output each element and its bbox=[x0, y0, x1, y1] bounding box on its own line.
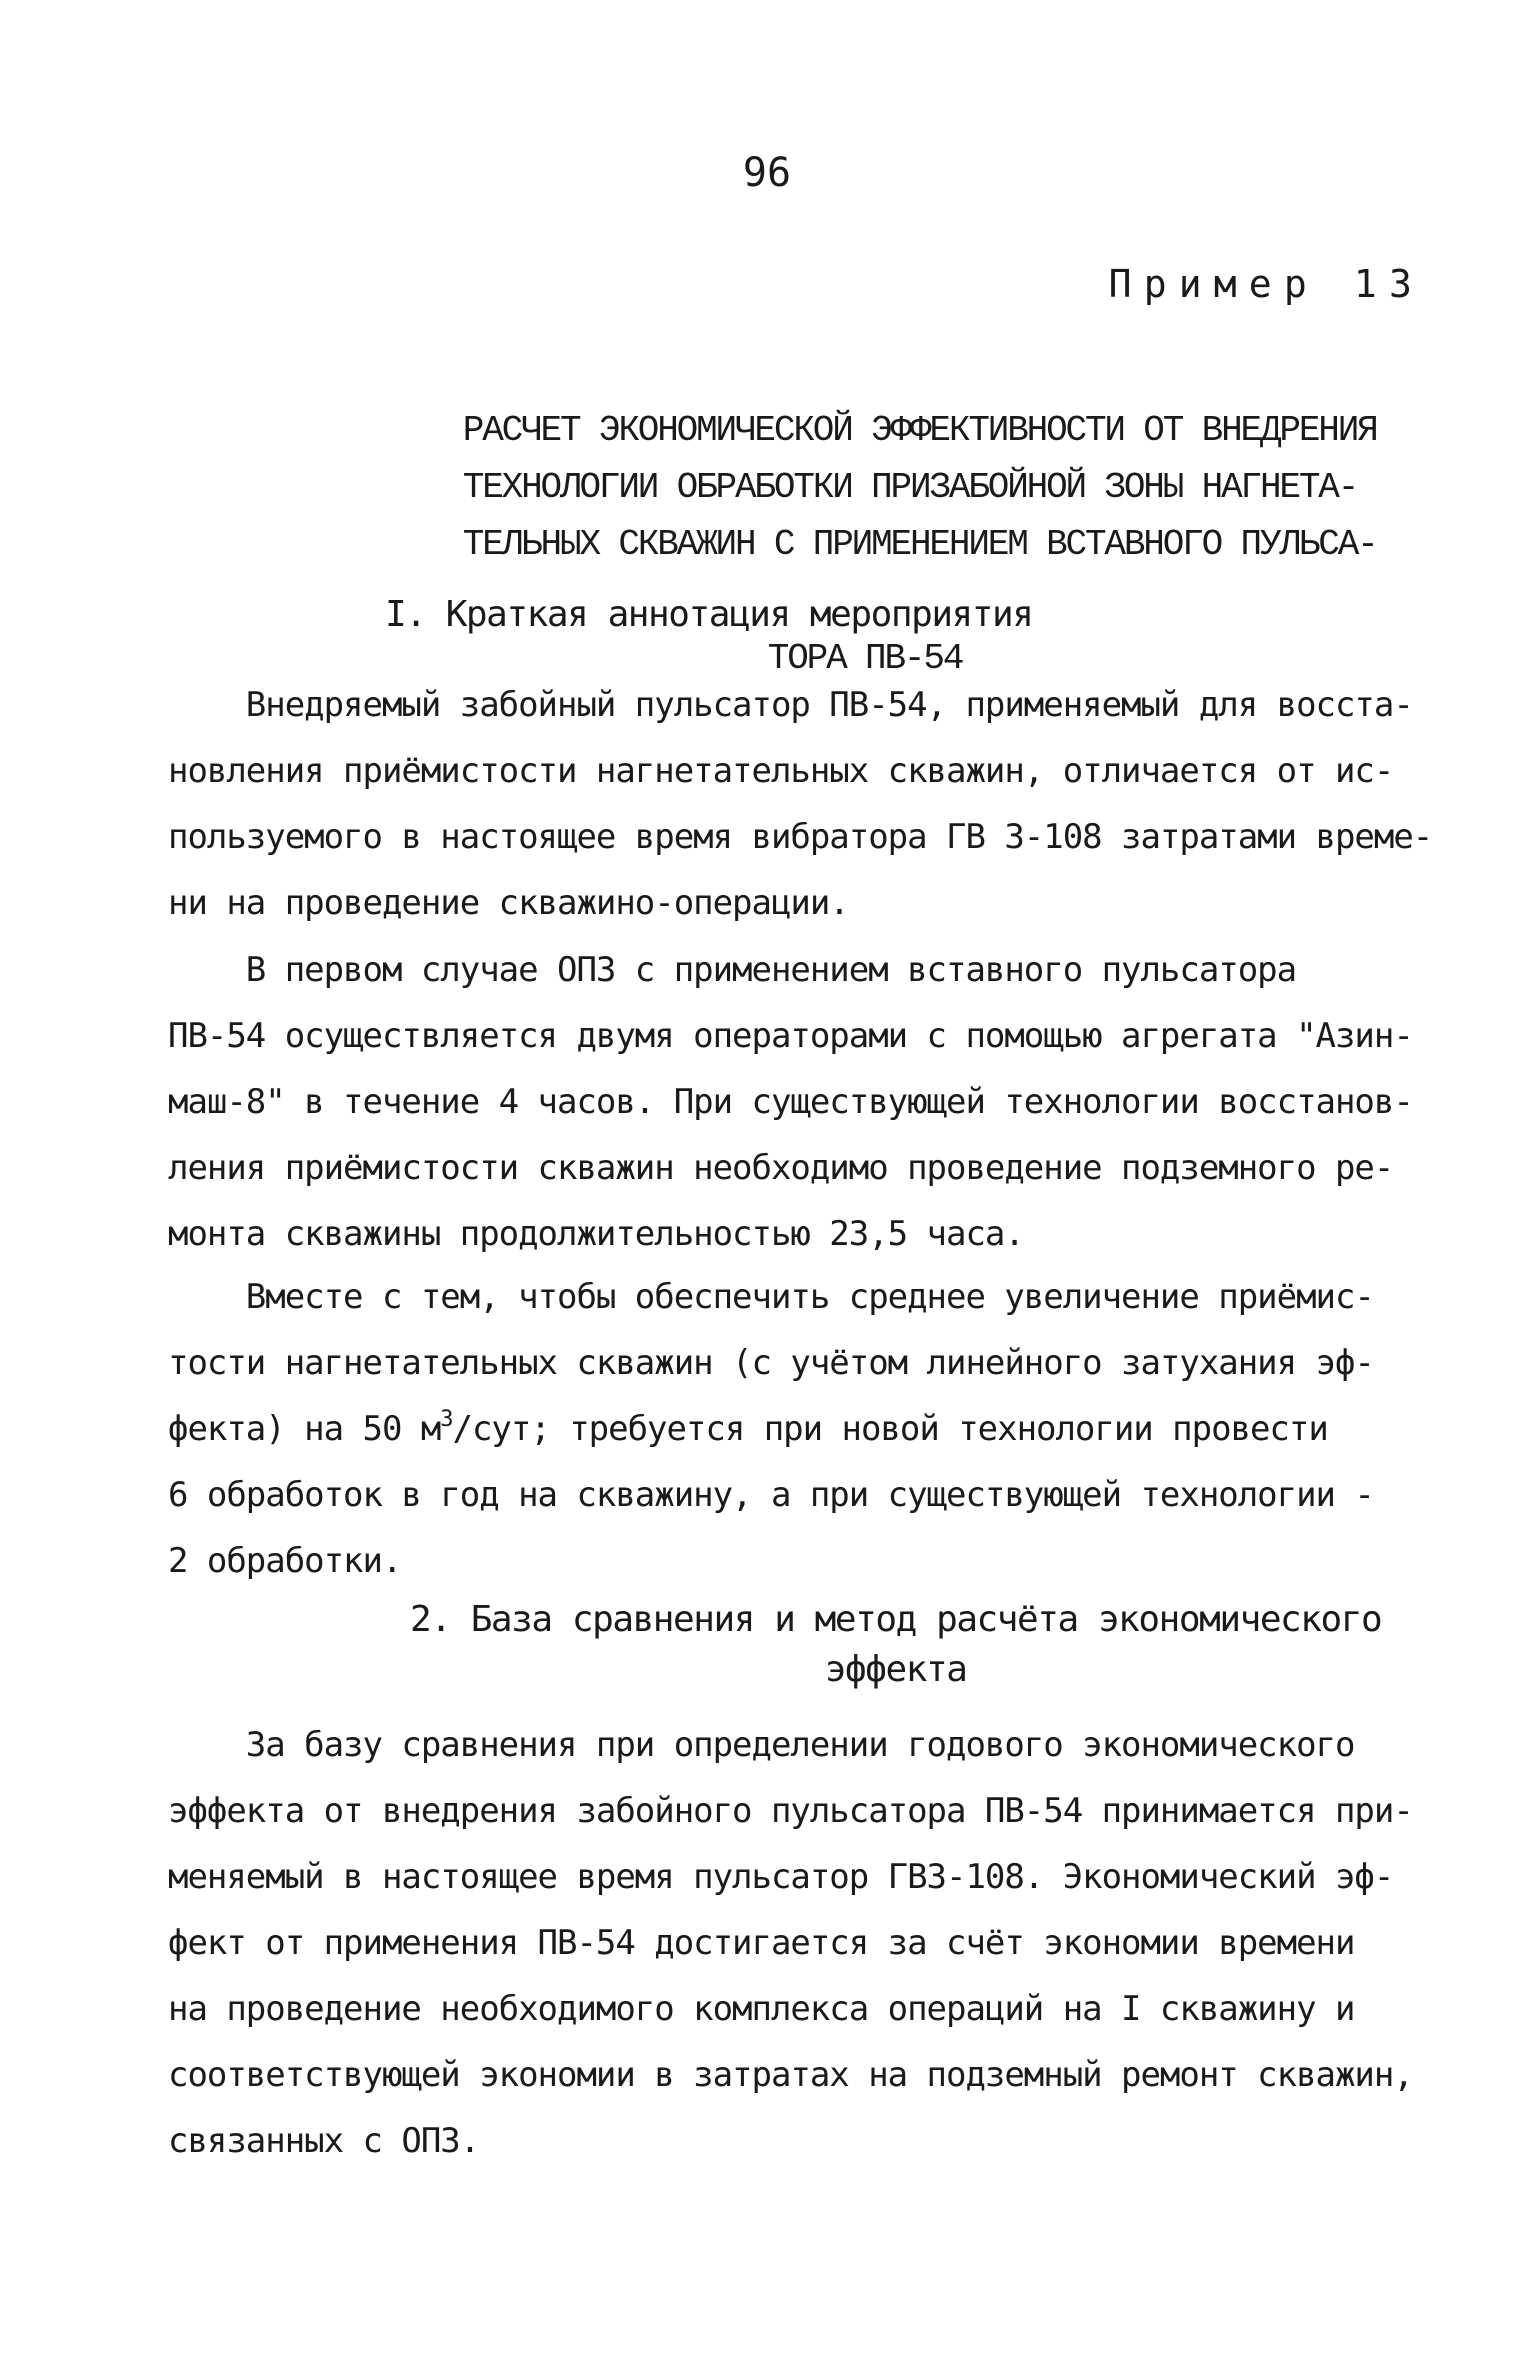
text-line: связанных с ОПЗ. bbox=[168, 2121, 480, 2161]
text-line: монта скважины продолжительностью 23,5 часа. bbox=[168, 1214, 1024, 1254]
text-line: соответствующей экономии в затратах на подземный ремонт скважин, bbox=[168, 2055, 1413, 2095]
section-1-heading: I. Краткая аннотация мероприятия bbox=[385, 594, 1033, 635]
text-line: эффекта от внедрения забойного пульсатора ПВ-54 принимается при- bbox=[168, 1791, 1413, 1831]
text-line: пользуемого в настоящее время вибратора ГВ 3-108 затратами време- bbox=[168, 817, 1433, 857]
text-line: ПВ-54 осуществляется двумя операторами с помощью агрегата "Азин- bbox=[168, 1016, 1413, 1056]
text-line: на проведение необходимого комплекса операций на I скважину и bbox=[168, 1989, 1355, 2029]
text-line: маш-8" в течение 4 часов. При существующей технологии восстанов- bbox=[168, 1082, 1413, 1122]
title-line: ТЕЛЬНЫХ СКВАЖИН С ПРИМЕНЕНИЕМ ВСТАВНОГО ПУЛЬСА- bbox=[462, 524, 1377, 565]
paragraph-3 bbox=[168, 1264, 1468, 1594]
section-2-heading bbox=[410, 1595, 1381, 1695]
paragraph-4 bbox=[168, 1712, 1468, 2174]
text-line: фект от применения ПВ-54 достигается за счёт экономии времени bbox=[168, 1923, 1355, 1963]
text-line: новления приёмистости нагнетательных скважин, отличается от ис- bbox=[168, 751, 1394, 791]
title-line: РАСЧЕТ ЭКОНОМИЧЕСКОЙ ЭФФЕКТИВНОСТИ ОТ ВНЕДРЕНИЯ bbox=[462, 410, 1377, 451]
page-number: 96 bbox=[742, 150, 792, 196]
text-line: В первом случае ОПЗ с применением вставного пульсатора bbox=[168, 950, 1297, 990]
text-line: фекта) на 50 м bbox=[168, 1409, 441, 1449]
heading-line: эффекта bbox=[824, 1649, 967, 1690]
text-line: Внедряемый забойный пульсатор ПВ-54, применяемый для восста- bbox=[168, 685, 1413, 725]
superscript: 3 bbox=[440, 1407, 453, 1432]
paragraph-1 bbox=[168, 672, 1468, 936]
title-line: ТЕХНОЛОГИИ ОБРАБОТКИ ПРИЗАБОЙНОЙ ЗОНЫ НАГНЕТА- bbox=[462, 467, 1358, 508]
text-line: ления приёмистости скважин необходимо проведение подземного ре- bbox=[168, 1148, 1394, 1188]
text-line: 6 обработок в год на скважину, а при существующей технологии - bbox=[168, 1475, 1374, 1515]
heading-line: 2. База сравнения и метод расчёта экономического bbox=[410, 1599, 1382, 1640]
text-line: ни на проведение скважино-операции. bbox=[168, 883, 849, 923]
text-line: тости нагнетательных скважин (с учётом линейного затухания эф- bbox=[168, 1343, 1374, 1383]
text-line: меняемый в настоящее время пульсатор ГВЗ-108. Экономический эф- bbox=[168, 1857, 1394, 1897]
text-line: /сут; требуется при новой технологии провести bbox=[452, 1409, 1328, 1449]
text-line: За базу сравнения при определении годового экономического bbox=[168, 1725, 1355, 1765]
text-line: 2 обработки. bbox=[168, 1541, 402, 1581]
paragraph-2 bbox=[168, 937, 1468, 1267]
text-line: Вместе с тем, чтобы обеспечить среднее увеличение приёмис- bbox=[168, 1277, 1374, 1317]
example-label: Пример 13 bbox=[1108, 262, 1424, 306]
title-line: ТОРА ПВ-54 bbox=[767, 638, 963, 679]
